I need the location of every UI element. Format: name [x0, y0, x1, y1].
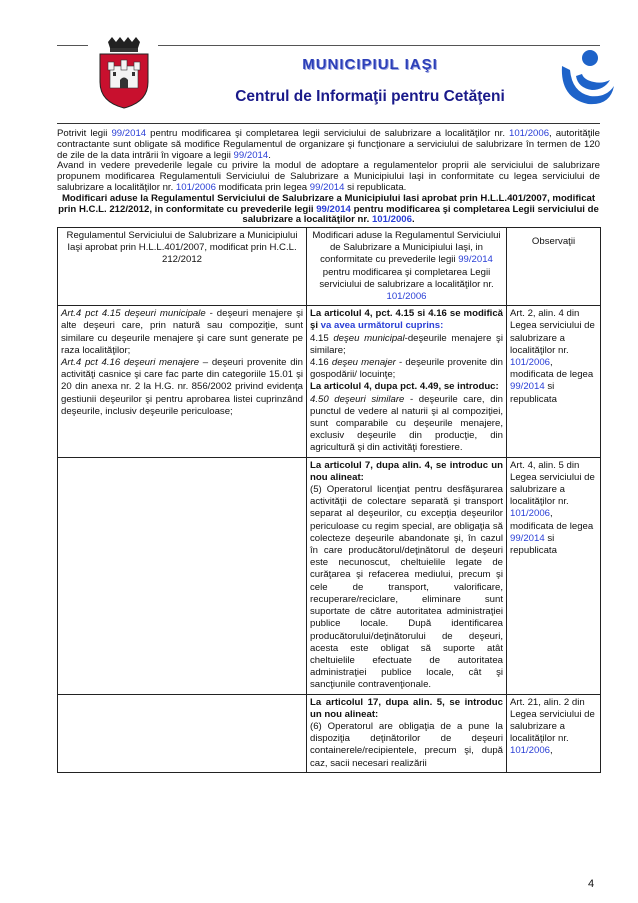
- law-link[interactable]: 99/2014: [510, 532, 545, 544]
- table-cell: La articolul 4, pct. 4.15 si 4.16 se modifică şi va avea următorul cuprins: 4.15 deşeu municipal-deşeurile menajere şi similare; 4.16 deşeu menajer - deşeurile provenite din gospodării/ locuinţe; La articolul 4, dupa pct. 4.49, se introduc: 4.50 deşeuri similare - deşeurile care, din punctul de vedere al naturii şi al compoziţiei, sunt comparabile cu deşeurile menajere, exclusiv deşeurile din producţie, din agricultură şi din activităţi forestiere.: [307, 306, 507, 457]
- law-link[interactable]: 101/2006: [510, 745, 551, 757]
- column-header-modifications: Modificari aduse la Regulamentul Serviciului de Salubrizare a Municipiului Iaşi, in conformitate cu prevederile legii 99/2014 pentru modificarea şi completarea Legii serviciului de salubrizare a localităţilor nr. 101/2006: [307, 228, 507, 306]
- page-number: 4: [588, 878, 595, 890]
- table-header-row: [58, 228, 601, 306]
- header-rule-right: [158, 45, 600, 46]
- law-link[interactable]: 99/2014: [458, 254, 493, 266]
- law-link[interactable]: 99/2014: [233, 149, 269, 161]
- law-link[interactable]: 101/2006: [386, 291, 427, 303]
- table-cell: [58, 694, 307, 772]
- law-link[interactable]: 99/2014: [316, 203, 351, 215]
- column-header-regulation: Regulamentul Serviciului de Salubrizare a Municipiului Iaşi aprobat prin H.L.L.401/2007, modificat prin H.C.L. 212/2012: [58, 228, 307, 306]
- table-cell: Art.4 pct 4.15 deşeuri municipale - deşeuri menajere şi alte deşeuri care, prin natură sau compoziţie, sunt similare cu deşeurile menajere şi care sunt generate pe raza localităţilor; Art.4 pct 4.16 deşeuri menajere – deşeuri provenite din activităţi casnice şi care fac parte din categoriile 15.01 şi 20 din anexa nr. 2 la H.G. nr. 856/2002 privind evidenţa gestiunii deşeurilor şi pentru aprobarea listei cuprinzând deşeurile, inclusiv deşeurile periculoase;: [58, 306, 307, 457]
- section-heading: Modificari aduse la Regulamentul Serviciului de Salubrizare a Municipiului Iasi aprobat prin H.L.L.401/2007, modificat prin H.C.L. 212/2012, in conformitate cu prevederile legii 99/2014 pentru modificarea şi completarea Legii serviciului de salubrizare a localităţilor nr. 101/2006.: [58, 192, 599, 226]
- table-cell: La articolul 7, dupa alin. 4, se introduc un nou alineat: (5) Operatorul licenţiat pentru desfăşurarea activităţii de colectare separată şi transport separat al deşeurilor, cu excepţia deşeurilor periculoase cu regim special, are obligaţia să colecteze deşeurile abandonate şi, în cazul în care producătorul/deţinătorul de deşeuri este necunoscut, cheltuielile legate de curăţarea şi refacerea mediului, precum şi cele de transport, valorificare, recuperare/reciclare, eliminare sunt suportate de către autoritatea administraţiei publice locale. După identificarea producătorului/deţinătorului de deşeuri, acesta este obligat să suporte atât cheltuielile efectuate de autoritatea administraţiei publice locale, cât şi sancţiunile contravenţionale.: [307, 457, 507, 694]
- law-link[interactable]: 99/2014: [111, 128, 147, 139]
- table-row: [58, 457, 601, 694]
- amendment-link[interactable]: va avea următorul cuprins:: [320, 320, 444, 332]
- header-rule-left: [57, 45, 88, 46]
- table-cell: Art. 21, alin. 2 din Legea serviciului de salubrizare a localităţilor nr. 101/2006,: [507, 694, 601, 772]
- amendments-table: [57, 227, 601, 773]
- table-cell: La articolul 17, dupa alin. 5, se introduc un nou alineat: (6) Operatorul are obligaţia de a pune la dispoziţia deţinătorilor de deşeuri containerele/recipientele, precum şi, după caz, sacii necesari realizării: [307, 694, 507, 772]
- law-link[interactable]: 99/2014: [510, 381, 545, 393]
- iasi-coat-of-arms-icon: [96, 36, 152, 110]
- law-link[interactable]: 101/2006: [510, 508, 551, 520]
- table-cell: Art. 4, alin. 5 din Legea serviciului de salubrizare a localităţilor nr. 101/2006, modificata de legea 99/2014 si republicata: [507, 457, 601, 694]
- table-cell: [58, 457, 307, 694]
- organization-title: MUNICIPIUL IAŞI: [302, 56, 438, 73]
- intro-paragraph-1: Potrivit legii 99/2014 pentru modificarea şi completarea legii serviciului de salubrizare a localităţilor nr. 101/2006, autorităţile contractante sunt obligate să modifice Regulamentul de organizare şi funcţionare a serviciului de salubrizare în termen de 120 de zile de la data intrării în vigoare a legii 99/2014.: [57, 128, 600, 161]
- column-header-observations: Observaţii: [507, 228, 601, 306]
- law-link[interactable]: 99/2014: [309, 181, 345, 193]
- header-divider: [57, 123, 600, 124]
- law-link[interactable]: 101/2006: [175, 181, 216, 193]
- table-row: [58, 694, 601, 772]
- page-subtitle: Centrul de Informaţii pentru Cetăţeni: [235, 88, 505, 105]
- law-link[interactable]: 101/2006: [509, 128, 550, 139]
- intro-paragraph-2: Avand in vedere prevederile legale cu privire la modul de adoptare a regulamentelor proprii ale serviciului de salubrizare propunem modificarea Regulamentuli Serviciului de Salubrizare a Municipiului Iaşi in conformitate cu legea serviciului de salubrizare a localităţilor nr. 101/2006 modificata prin legea 99/2014 si republicata.: [57, 160, 600, 193]
- law-link[interactable]: 101/2006: [371, 214, 412, 226]
- citizen-info-logo-icon: [552, 46, 616, 116]
- intro-section: [57, 129, 600, 226]
- law-link[interactable]: 101/2006: [510, 357, 551, 369]
- table-cell: Art. 2, alin. 4 din Legea serviciului de salubrizare a localităţilor nr. 101/2006, modificata de legea 99/2014 si republicata: [507, 306, 601, 457]
- table-row: [58, 306, 601, 457]
